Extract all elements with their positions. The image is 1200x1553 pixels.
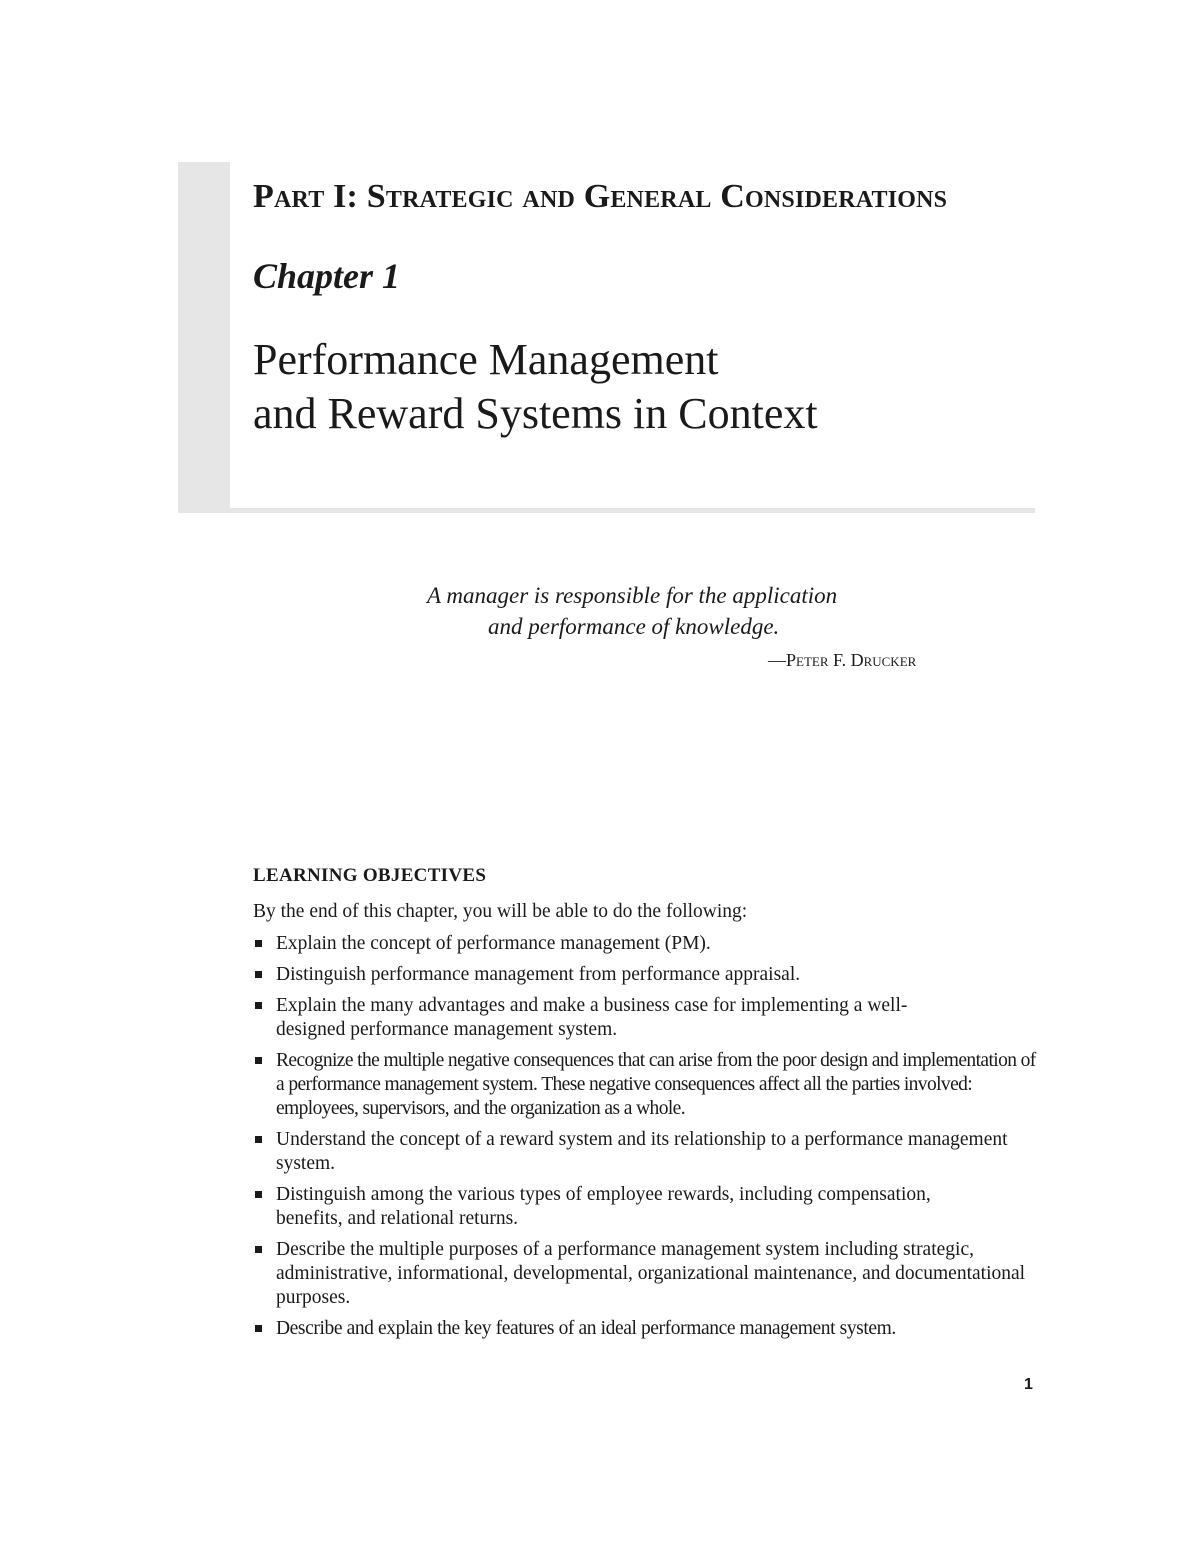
- objective-text: Describe the multiple purposes of a performance management system including strategic, administrative, informational, developmental, organizational maintenance, and documentational purposes.: [276, 1239, 1026, 1308]
- list-item: [253, 932, 1043, 956]
- bullet-square-icon: [255, 1246, 262, 1253]
- objective-text: Recognize the multiple negative consequences that can arise from the poor design and implementation of a performance management system. These negative consequences affect all the parties involved: employees, supervisors, and the organization as a whole.: [276, 1050, 1036, 1119]
- chapter-title: [253, 333, 818, 441]
- bullet-square-icon: [255, 1136, 262, 1143]
- objectives-heading: LEARNING OBJECTIVES: [253, 865, 487, 886]
- objective-text: Explain the concept of performance management (PM).: [276, 933, 711, 954]
- list-item: [253, 1183, 956, 1231]
- list-item: [253, 1238, 1051, 1310]
- list-item: [253, 994, 976, 1042]
- bullet-square-icon: [255, 1002, 262, 1009]
- objective-text: Explain the many advantages and make a business case for implementing a well-designed performance management system.: [276, 995, 908, 1040]
- list-item: [253, 963, 1043, 987]
- bullet-square-icon: [255, 1191, 262, 1198]
- bullet-square-icon: [255, 1325, 262, 1332]
- list-item: [253, 1128, 1043, 1176]
- objective-text: Distinguish among the various types of employee rewards, including compensation, benefits, and relational returns.: [276, 1184, 931, 1229]
- bullet-square-icon: [255, 940, 262, 947]
- bullet-square-icon: [255, 971, 262, 978]
- objective-text: Understand the concept of a reward system and its relationship to a performance management system.: [276, 1129, 1008, 1174]
- list-item: [253, 1317, 1043, 1341]
- epigraph-line-2: and performance of knowledge.: [488, 614, 780, 639]
- list-item: [253, 1049, 1043, 1121]
- objectives-list: [253, 932, 1043, 1341]
- objectives-intro: By the end of this chapter, you will be able to do the following:: [253, 901, 748, 922]
- epigraph-attribution: —Peter F. Drucker: [768, 650, 917, 670]
- objective-text: Distinguish performance management from performance appraisal.: [276, 964, 801, 985]
- chapter-label: Chapter 1: [253, 256, 401, 296]
- learning-objectives: [253, 865, 1043, 1348]
- chapter-title-line-2: and Reward Systems in Context: [253, 389, 818, 438]
- header-rule: [178, 508, 1035, 513]
- header-gray-band: [178, 162, 230, 511]
- part-title: Part I: Strategic and General Considerations: [253, 178, 948, 215]
- objective-text: Describe and explain the key features of an ideal performance management system.: [276, 1318, 896, 1339]
- chapter-title-line-1: Performance Management: [253, 335, 719, 384]
- epigraph-line-1: A manager is responsible for the application: [427, 583, 838, 608]
- bullet-square-icon: [255, 1057, 262, 1064]
- page-number: 1: [1024, 1376, 1033, 1393]
